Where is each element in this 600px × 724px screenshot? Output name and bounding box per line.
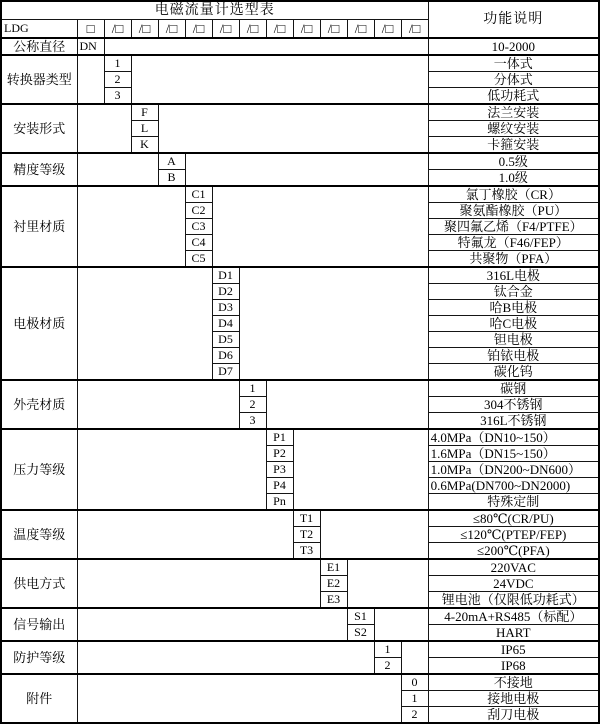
option-desc-cell: 1.6MPa（DN15~150）: [428, 446, 599, 462]
option-box-cell: /□: [212, 19, 239, 38]
option-desc-cell: 316L电极: [428, 267, 599, 284]
option-code-cell: T3: [293, 543, 320, 560]
option-code-cell: Pn: [266, 494, 293, 511]
right-filler-cell: [401, 641, 428, 674]
option-code-cell: P3: [266, 462, 293, 478]
option-desc-cell: IP65: [428, 641, 599, 658]
right-filler-cell: [320, 510, 428, 559]
left-filler-cell: [77, 608, 347, 641]
table-row: [1, 380, 599, 397]
option-desc-cell: 锂电池（仅限低功耗式）: [428, 592, 599, 609]
option-code-cell: C4: [185, 235, 212, 251]
left-filler-cell: [77, 429, 266, 510]
option-desc-cell: 哈C电极: [428, 316, 599, 332]
group-label: 供电方式: [1, 559, 77, 608]
option-code-cell: T1: [293, 510, 320, 527]
option-code-cell: E2: [320, 576, 347, 592]
option-code-cell: C3: [185, 219, 212, 235]
option-desc-cell: 一体式: [428, 55, 599, 72]
right-filler-cell: [185, 153, 428, 186]
left-filler-cell: [77, 559, 320, 608]
option-desc-cell: 4.0MPa（DN10~150）: [428, 429, 599, 446]
left-filler-cell: [77, 186, 185, 267]
table-row: [1, 641, 599, 658]
option-desc-cell: 碳化钨: [428, 364, 599, 381]
option-desc-cell: IP68: [428, 658, 599, 675]
group-label: 公称直径: [1, 38, 77, 55]
group-label: 压力等级: [1, 429, 77, 510]
option-desc-cell: 法兰安装: [428, 104, 599, 121]
option-desc-cell: 304不锈钢: [428, 397, 599, 413]
right-filler-cell: [104, 38, 428, 55]
option-code-cell: D6: [212, 348, 239, 364]
option-code-cell: D7: [212, 364, 239, 381]
left-filler-cell: [77, 104, 131, 153]
left-filler-cell: [77, 153, 158, 186]
option-code-cell: L: [131, 121, 158, 137]
option-code-cell: S2: [347, 625, 374, 642]
right-filler-cell: [374, 608, 428, 641]
option-box-cell: /□: [293, 19, 320, 38]
option-code-cell: 1: [104, 55, 131, 72]
option-code-cell: B: [158, 170, 185, 187]
option-desc-cell: 不接地: [428, 674, 599, 691]
option-code-cell: A: [158, 153, 185, 170]
option-desc-cell: 氯丁橡胶（CR）: [428, 186, 599, 203]
table-row: [1, 186, 599, 203]
option-code-cell: D4: [212, 316, 239, 332]
page-title: 电磁流量计选型表: [1, 1, 428, 19]
option-code-cell: S1: [347, 608, 374, 625]
option-desc-cell: 铂铱电极: [428, 348, 599, 364]
option-code-cell: D3: [212, 300, 239, 316]
option-code-cell: 1: [374, 641, 401, 658]
right-filler-cell: [239, 267, 428, 380]
option-box-cell: /□: [239, 19, 266, 38]
option-desc-cell: 钛合金: [428, 284, 599, 300]
left-filler-cell: [77, 641, 374, 674]
left-filler-cell: [77, 55, 104, 104]
option-desc-cell: 1.0级: [428, 170, 599, 187]
option-code-cell: C2: [185, 203, 212, 219]
option-desc-cell: 哈B电极: [428, 300, 599, 316]
option-desc-cell: 刮刀电极: [428, 707, 599, 724]
option-box-cell: /□: [347, 19, 374, 38]
option-desc-cell: 24VDC: [428, 576, 599, 592]
table-row: [1, 429, 599, 446]
right-filler-cell: [347, 559, 428, 608]
right-filler-cell: [131, 55, 428, 104]
option-code-cell: 0: [401, 674, 428, 691]
option-code-cell: F: [131, 104, 158, 121]
option-desc-cell: 220VAC: [428, 559, 599, 576]
option-desc-cell: 低功耗式: [428, 88, 599, 105]
option-desc-cell: ≤120℃(PTEP/FEP): [428, 527, 599, 543]
option-code-cell: P1: [266, 429, 293, 446]
option-desc-cell: 分体式: [428, 72, 599, 88]
right-filler-cell: [158, 104, 428, 153]
option-code-cell: 3: [104, 88, 131, 105]
left-filler-cell: [77, 380, 239, 429]
option-desc-cell: 碳钢: [428, 380, 599, 397]
option-desc-cell: 共聚物（PFA）: [428, 251, 599, 268]
option-code-cell: E3: [320, 592, 347, 609]
option-code-cell: K: [131, 137, 158, 154]
option-desc-cell: 接地电极: [428, 691, 599, 707]
option-code-cell: 2: [104, 72, 131, 88]
table-row: [1, 674, 599, 691]
option-code-cell: P4: [266, 478, 293, 494]
option-desc-cell: 特殊定制: [428, 494, 599, 511]
option-code-cell: E1: [320, 559, 347, 576]
option-box-cell: /□: [401, 19, 428, 38]
group-label: 信号输出: [1, 608, 77, 641]
option-desc-cell: 螺纹安装: [428, 121, 599, 137]
model-prefix: LDG: [1, 19, 77, 38]
option-code-cell: DN: [77, 38, 104, 55]
option-desc-cell: ≤80℃(CR/PU): [428, 510, 599, 527]
option-desc-cell: 0.6MPa(DN700~DN2000): [428, 478, 599, 494]
option-box-cell: /□: [320, 19, 347, 38]
base-box-cell: □: [77, 19, 104, 38]
option-desc-cell: 0.5级: [428, 153, 599, 170]
option-code-cell: 2: [374, 658, 401, 675]
group-label: 温度等级: [1, 510, 77, 559]
group-label: 精度等级: [1, 153, 77, 186]
option-box-cell: /□: [158, 19, 185, 38]
table-row: [1, 559, 599, 576]
group-label: 外壳材质: [1, 380, 77, 429]
right-filler-cell: [266, 380, 428, 429]
option-code-cell: C5: [185, 251, 212, 268]
option-code-cell: D1: [212, 267, 239, 284]
option-desc-cell: 卡箍安装: [428, 137, 599, 154]
function-column-header: 功能说明: [428, 1, 599, 38]
option-desc-cell: ≤200℃(PFA): [428, 543, 599, 560]
right-filler-cell: [293, 429, 428, 510]
title-row: [1, 1, 599, 19]
right-filler-cell: [212, 186, 428, 267]
group-label: 电极材质: [1, 267, 77, 380]
table-row: [1, 104, 599, 121]
option-box-cell: /□: [374, 19, 401, 38]
left-filler-cell: [77, 510, 293, 559]
option-code-cell: 1: [401, 691, 428, 707]
group-label: 附件: [1, 674, 77, 723]
option-desc-cell: 10-2000: [428, 38, 599, 55]
option-code-cell: 2: [401, 707, 428, 724]
table-row: [1, 608, 599, 625]
option-desc-cell: 4-20mA+RS485（标配）: [428, 608, 599, 625]
option-desc-cell: 1.0MPa（DN200~DN600）: [428, 462, 599, 478]
option-box-cell: /□: [266, 19, 293, 38]
option-desc-cell: 钽电极: [428, 332, 599, 348]
option-box-cell: /□: [131, 19, 158, 38]
table-row: [1, 55, 599, 72]
option-desc-cell: HART: [428, 625, 599, 642]
group-label: 防护等级: [1, 641, 77, 674]
option-code-cell: P2: [266, 446, 293, 462]
table-row: [1, 153, 599, 170]
option-code-cell: 2: [239, 397, 266, 413]
option-desc-cell: 聚氨酯橡胶（PU）: [428, 203, 599, 219]
left-filler-cell: [77, 267, 212, 380]
option-code-cell: 1: [239, 380, 266, 397]
group-label: 安装形式: [1, 104, 77, 153]
table-row: [1, 510, 599, 527]
option-desc-cell: 特氟龙（F46/FEP）: [428, 235, 599, 251]
option-box-cell: /□: [104, 19, 131, 38]
option-code-cell: T2: [293, 527, 320, 543]
option-code-cell: C1: [185, 186, 212, 203]
group-label: 衬里材质: [1, 186, 77, 267]
table-row: [1, 38, 599, 55]
option-code-cell: 3: [239, 413, 266, 430]
group-label: 转换器类型: [1, 55, 77, 104]
option-code-cell: D5: [212, 332, 239, 348]
table-row: [1, 267, 599, 284]
option-box-cell: /□: [185, 19, 212, 38]
option-desc-cell: 聚四氟乙烯（F4/PTFE）: [428, 219, 599, 235]
option-desc-cell: 316L不锈钢: [428, 413, 599, 430]
option-code-cell: D2: [212, 284, 239, 300]
